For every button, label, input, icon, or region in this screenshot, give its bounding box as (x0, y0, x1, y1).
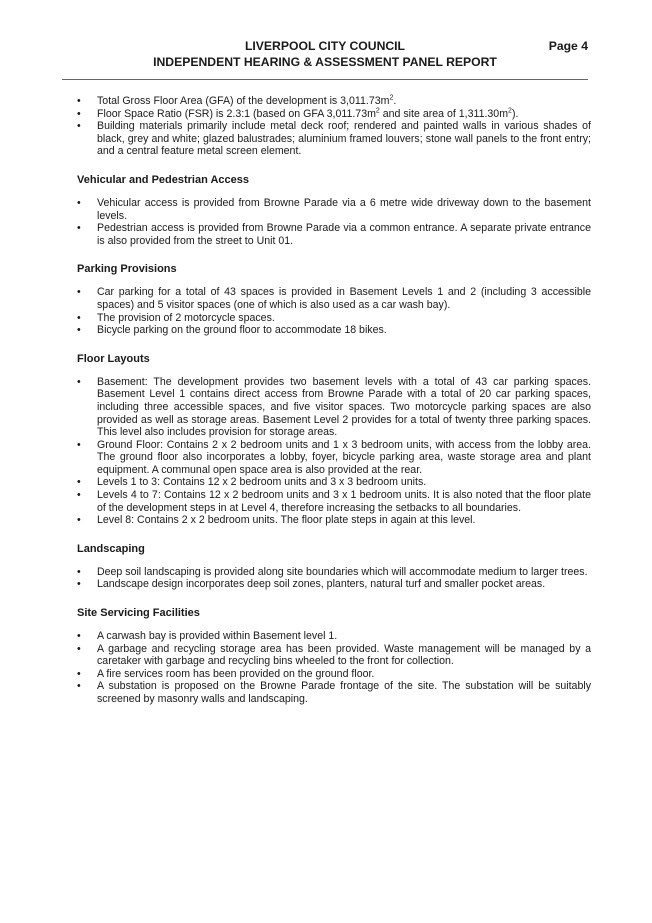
list-item: • The provision of 2 motorcycle spaces. (77, 312, 591, 325)
list-item: • Vehicular access is provided from Browne Parade via a 6 metre wide driveway down to the basement levels. (77, 197, 591, 222)
landscaping-list (77, 566, 591, 591)
list-item: • A fire services room has been provided on the ground floor. (77, 668, 591, 681)
list-item: • Landscape design incorporates deep soil zones, planters, natural turf and smaller pocket areas. (77, 578, 591, 591)
list-item: • Bicycle parking on the ground floor to accommodate 18 bikes. (77, 324, 591, 337)
parking-list (77, 286, 591, 336)
list-item: • Levels 1 to 3: Contains 12 x 2 bedroom units and 3 x 3 bedroom units. (77, 476, 591, 489)
list-item: • Deep soil landscaping is provided along site boundaries which will accommodate medium to larger trees. (77, 566, 591, 579)
section-title-site-servicing: Site Servicing Facilities (77, 607, 200, 620)
list-item: • Floor Space Ratio (FSR) is 2.3:1 (based on GFA $3,011.73m^2$ and site area of $1,311.30m^2$). (77, 108, 591, 121)
list-item: • Total Gross Floor Area (GFA) of the development is $3,011.73m^2$. (77, 95, 591, 108)
development-summary-list (77, 95, 591, 158)
council-name: LIVERPOOL CITY COUNCIL (244, 39, 406, 53)
list-item: • Basement: The development provides two basement levels with a total of 43 car parking spaces. Basement Level 1 contains direct access from Browne Parade with a total of 20 car parking spaces, including three accessible spaces, and five visitor spaces. Two motorcycle parking spaces are also provided as well as storage areas. Basement Level 2 provides for a total of twenty three parking spaces. This level also includes provision for storage areas. (77, 376, 591, 439)
list-item: • A garbage and recycling storage area has been provided. Waste management will be managed by a caretaker with garbage and recycling bins wheeled to the front for collection. (77, 643, 591, 668)
site-servicing-list (77, 630, 591, 706)
report-body (77, 95, 591, 706)
section-title-parking: Parking Provisions (77, 263, 177, 276)
list-item: • A substation is proposed on the Browne Parade frontage of the site. The substation will be suitably screened by masonry walls and landscaping. (77, 680, 591, 705)
section-title-landscaping: Landscaping (77, 542, 145, 555)
list-item: • Car parking for a total of 43 spaces is provided in Basement Levels 1 and 2 (including 3 accessible spaces) and 5 visitor spaces (one of which is also used as a car wash bay). (77, 286, 591, 311)
list-item: • A carwash bay is provided within Basement level 1. (77, 630, 591, 643)
report-header (62, 38, 588, 70)
section-title-floor-layouts: Floor Layouts (77, 352, 150, 365)
list-item: • Level 8: Contains 2 x 2 bedroom units. The floor plate steps in again at this level. (77, 514, 591, 527)
list-item: • Levels 4 to 7: Contains 12 x 2 bedroom units and 3 x 1 bedroom units. It is also noted that the floor plate of the development steps in at Level 4, therefore increasing the setbacks to all boundaries. (77, 489, 591, 514)
page-number: Page 4 (548, 39, 588, 53)
list-item: • Building materials primarily include metal deck roof; rendered and painted walls in various shades of black, grey and white; glazed balustrades; aluminium framed louvers; stone wall panels to the front entry; and a central feature metal screen element. (77, 120, 591, 158)
section-title-access: Vehicular and Pedestrian Access (77, 173, 250, 186)
header-divider (62, 79, 588, 80)
list-item: • Ground Floor: Contains 2 x 2 bedroom units and 1 x 3 bedroom units, with access from the lobby area. The ground floor also incorporates a lobby, foyer, bicycle parking area, waste storage area and plant equipment. A communal open space area is also provided at the rear. (77, 439, 591, 477)
floor-layouts-list (77, 376, 591, 527)
list-item: • Pedestrian access is provided from Browne Parade via a common entrance. A separate private entrance is also provided from the street to Unit 01. (77, 222, 591, 247)
access-list (77, 197, 591, 247)
report-title: INDEPENDENT HEARING & ASSESSMENT PANEL REPORT (153, 55, 497, 69)
